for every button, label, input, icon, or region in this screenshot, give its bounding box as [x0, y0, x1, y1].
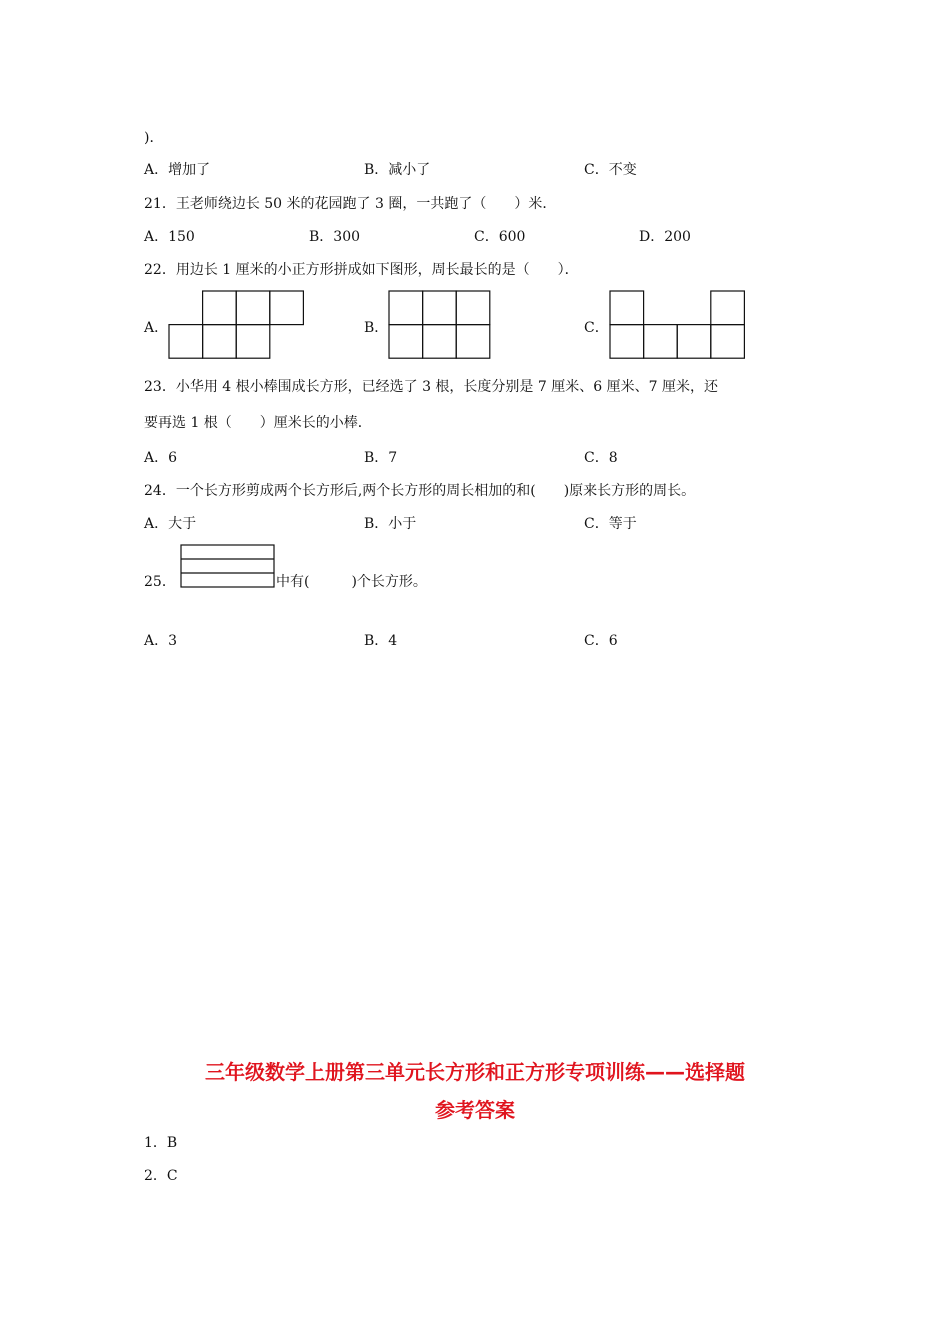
answer-section-title: 三年级数学上册第三单元长方形和正方形专项训练——选择题	[205, 1060, 745, 1084]
q23-option-b: B．7	[364, 450, 398, 466]
q20-option-a: A．增加了	[144, 162, 211, 178]
question-23-line-2: 要再选 1 根（ ）厘米长的小棒．	[144, 415, 372, 431]
q21-option-c: C．600	[474, 229, 526, 245]
q25-option-b: B．4	[364, 633, 398, 649]
answer-1: 1．B	[144, 1135, 178, 1151]
q24-option-b: B．小于	[364, 516, 417, 532]
q22-option-c-label: C．	[584, 320, 609, 336]
q22-option-b-label: B．	[364, 320, 389, 336]
question-21: 21．王老师绕边长 50 米的花园跑了 3 圈，一共跑了（ ）米．	[144, 196, 557, 212]
answer-2: 2．C	[144, 1168, 178, 1184]
q22-figure-c	[609, 290, 749, 360]
q21-option-a: A．150	[144, 229, 195, 245]
question-24: 24．一个长方形剪成两个长方形后,两个长方形的周长相加的和( )原来长方形的周长。	[144, 483, 696, 499]
q20-tail: )．	[144, 130, 164, 146]
q23-option-c: C．8	[584, 450, 618, 466]
question-22: 22．用边长 1 厘米的小正方形拼成如下图形，周长最长的是（ ）．	[144, 262, 579, 278]
q23-option-a: A．6	[144, 450, 178, 466]
q21-option-b: B．300	[309, 229, 361, 245]
q25-rectangle-figure	[180, 544, 276, 590]
q25-option-a: A．3	[144, 633, 178, 649]
question-25-number: 25．	[144, 574, 176, 590]
q22-option-a-label: A．	[144, 320, 169, 336]
q22-figure-a	[168, 290, 308, 360]
question-25-text: 中有( )个长方形。	[276, 574, 427, 590]
q20-option-c: C．不变	[584, 162, 637, 178]
q21-option-d: D．200	[639, 229, 691, 245]
q20-option-b: B．减小了	[364, 162, 431, 178]
q24-option-a: A．大于	[144, 516, 197, 532]
q22-figure-b	[388, 290, 494, 360]
question-23-line-1: 23．小华用 4 根小棒围成长方形，已经选了 3 根，长度分别是 7 厘米、6 厘米、7 厘米，还	[144, 379, 718, 395]
answer-section-subtitle: 参考答案	[435, 1098, 515, 1122]
q25-option-c: C．6	[584, 633, 618, 649]
q24-option-c: C．等于	[584, 516, 637, 532]
